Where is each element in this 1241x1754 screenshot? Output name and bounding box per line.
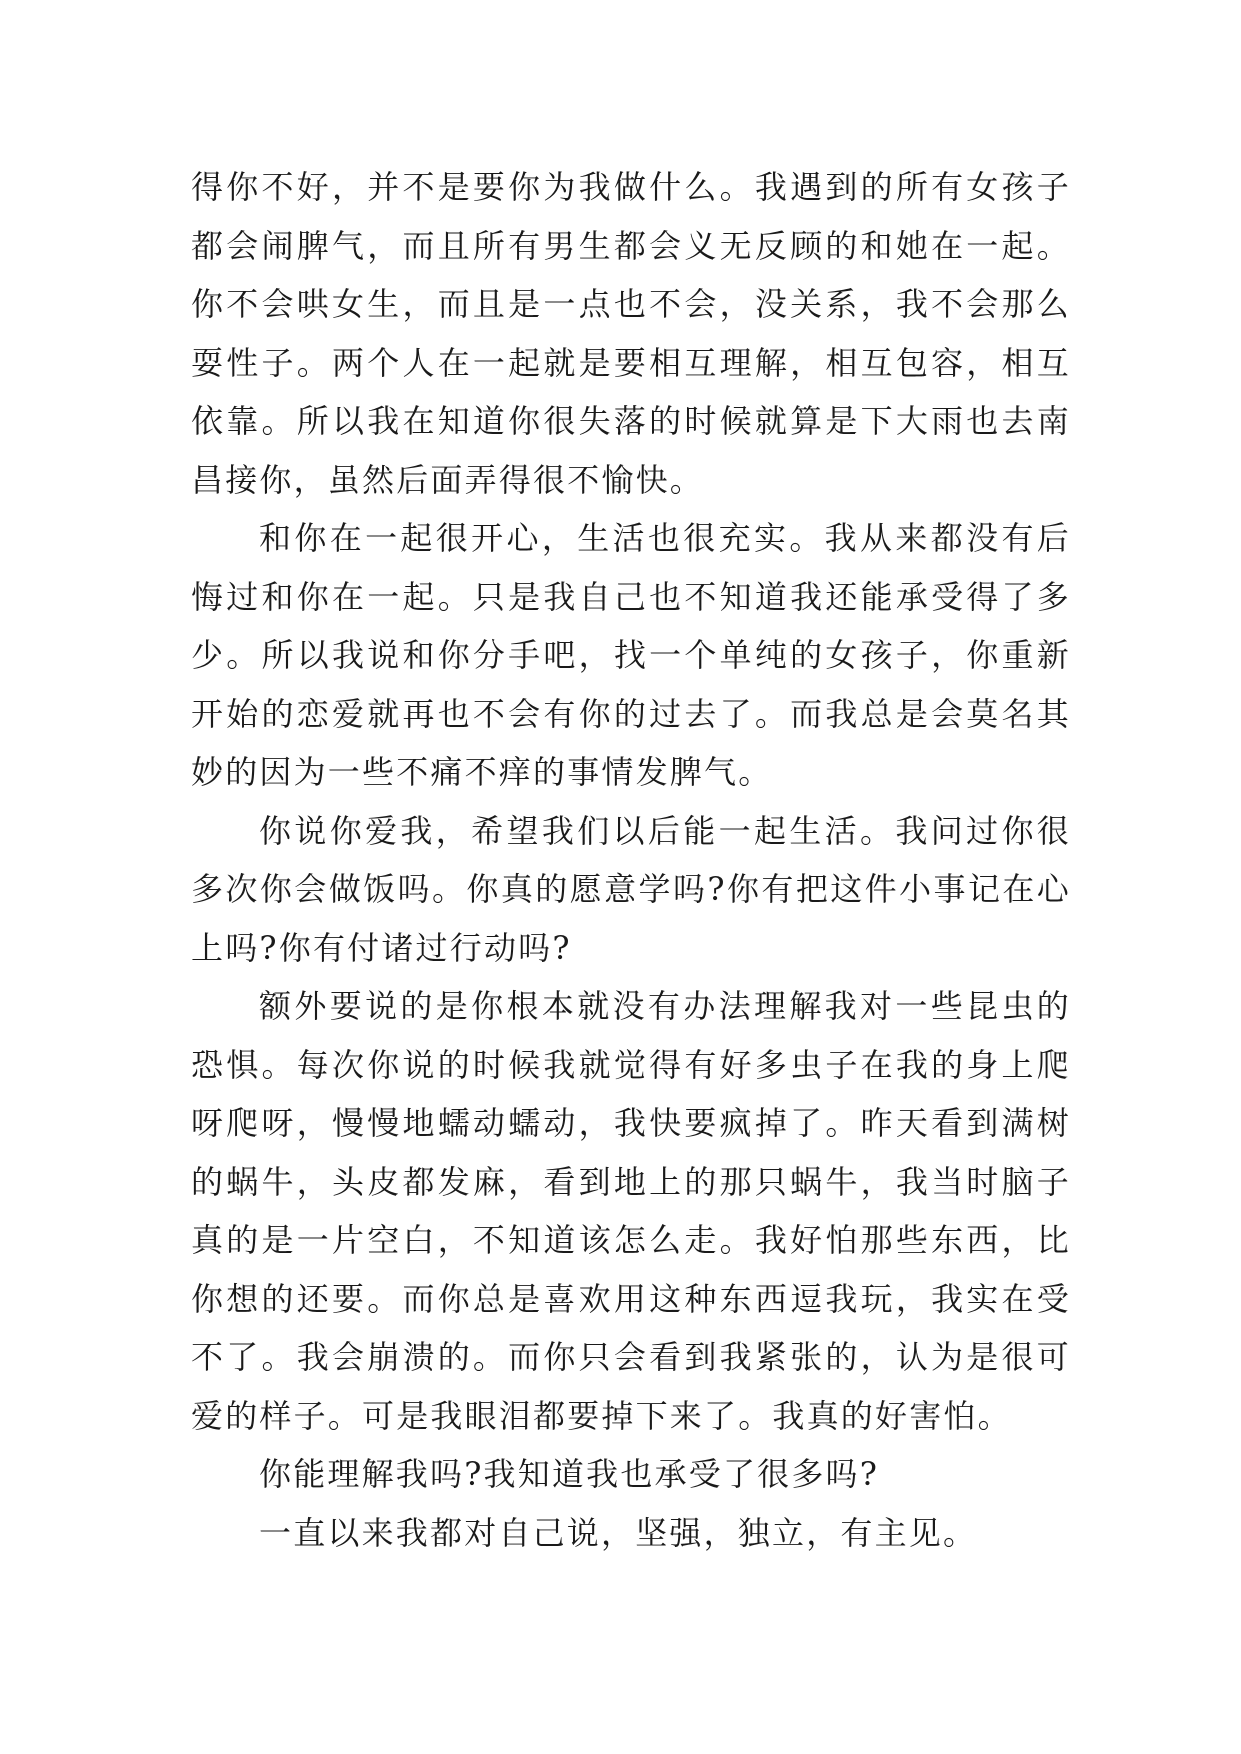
paragraph-6: 一直以来我都对自己说，坚强，独立，有主见。: [259, 1513, 978, 1552]
paragraph-1: 得你不好，并不是要你为我做什么。我遇到的所有女孩子都会闹脾气，而且所有男生都会义无反顾的和她在一起。你不会哄女生，而且是一点也不会，没关系，我不会那么耍性子。两个人在一起就是要相互理解，相互包容，相互依靠。所以我在知道你很失落的时候就算是下大雨也去南昌接你，虽然后面弄得很不愉快。: [191, 168, 1071, 499]
paragraph-2: 和你在一起很开心，生活也很充实。我从来都没有后悔过和你在一起。只是我自己也不知道我还能承受得了多少。所以我说和你分手吧，找一个单纯的女孩子，你重新开始的恋爱就再也不会有你的过去了。而我总是会莫名其妙的因为一些不痛不痒的事情发脾气。: [191, 519, 1071, 791]
paragraph-5: 你能理解我吗?我知道我也承受了很多吗?: [259, 1455, 880, 1493]
paragraph-3: 你说你爱我，希望我们以后能一起生活。我问过你很多次你会做饭吗。你真的愿意学吗?你有把这件小事记在心上吗?你有付诸过行动吗?: [191, 811, 1071, 967]
paragraph-4: 额外要说的是你根本就没有办法理解我对一些昆虫的恐惧。每次你说的时候我就觉得有好多虫子在我的身上爬呀爬呀，慢慢地蠕动蠕动，我快要疯掉了。昨天看到满树的蜗牛，头皮都发麻，看到地上的那只蜗牛，我当时脑子真的是一片空白，不知道该怎么走。我好怕那些东西，比你想的还要。而你总是喜欢用这种东西逗我玩，我实在受不了。我会崩溃的。而你只会看到我紧张的，认为是很可爱的样子。可是我眼泪都要掉下来了。我真的好害怕。: [191, 987, 1071, 1435]
body-text: [191, 158, 1071, 1562]
